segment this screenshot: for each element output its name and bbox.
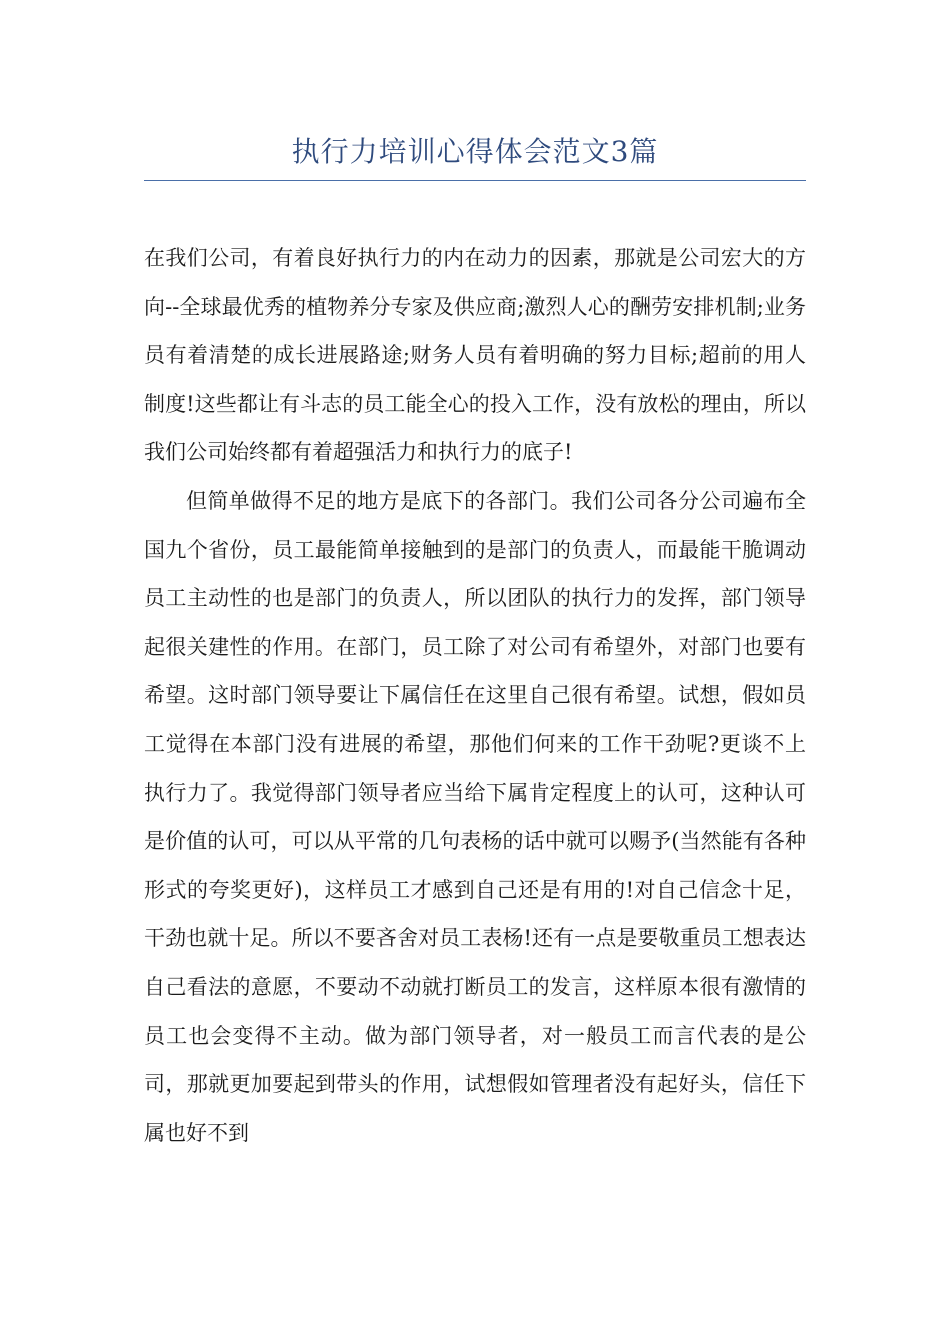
paragraph-2: 但简单做得不足的地方是底下的各部门。我们公司各分公司遍布全国九个省份，员工最能简单接触到的是部门的负责人，而最能干脆调动员工主动性的也是部门的负责人，所以团队的执行力的发挥，部门领导起很关建性的作用。在部门，员工除了对公司有希望外，对部门也要有希望。这时部门领导要让下属信任在这里自己很有希望。试想，假如员工觉得在本部门没有进展的希望，那他们何来的工作干劲呢?更谈不上执行力了。我觉得部门领导者应当给下属肯定程度上的认可，这种认可是价值的认可，可以从平常的几句表杨的话中就可以赐予(当然能有各种形式的夸奖更好)，这样员工才感到自己还是有用的!对自己信念十足，干劲也就十足。所以不要吝舍对员工表杨!还有一点是要敬重员工想表达自己看法的意愿，不要动不动就打断员工的发言，这样原本很有激情的员工也会变得不主动。做为部门领导者，对一般员工而言代表的是公司，那就更加要起到带头的作用，试想假如管理者没有起好头，信任下属也好不到 <box>144 488 806 1145</box>
document-body <box>144 234 806 1157</box>
document-title: 执行力培训心得体会范文3篇 <box>291 135 659 168</box>
title-underline <box>144 180 806 181</box>
paragraph-1: 在我们公司，有着良好执行力的内在动力的因素，那就是公司宏大的方向--全球最优秀的植物养分专家及供应商;激烈人心的酬劳安排机制;业务员有着清楚的成长进展路途;财务人员有着明确的努力目标;超前的用人制度!这些都让有斗志的员工能全心的投入工作，没有放松的理由，所以我们公司始终都有着超强活力和执行力的底子! <box>144 246 806 465</box>
